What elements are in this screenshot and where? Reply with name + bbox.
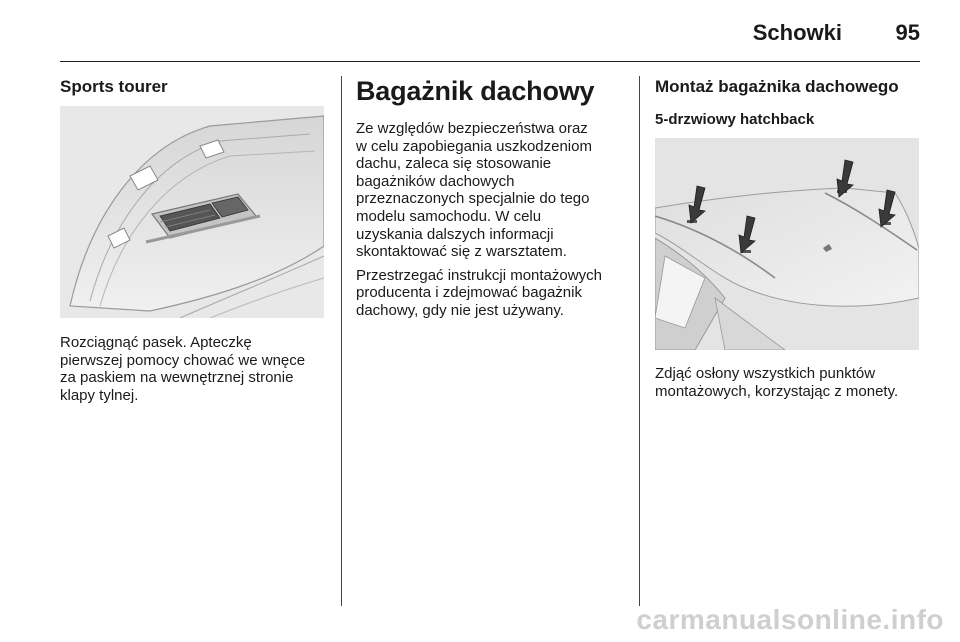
column-divider-1 (341, 76, 342, 606)
col1-line-1: Rozciągnąć pasek. Apteczkę (60, 334, 252, 351)
col1-paragraph (60, 334, 330, 404)
roof-mounting-points-illustration (655, 138, 919, 350)
sports-tourer-heading: Sports tourer (60, 77, 168, 96)
car-roof-mounting-points-icon (655, 138, 919, 350)
col3-line-1: Zdjąć osłony wszystkich punktów (655, 365, 876, 382)
col2-p1-line-1: Ze względów bezpieczeństwa oraz (356, 120, 588, 137)
section-title: Schowki (752, 20, 842, 45)
col2-p1-line-6: modelu samochodu. W celu (356, 207, 542, 225)
col3-paragraph (655, 365, 925, 400)
watermark: carmanualsonline.info (636, 604, 944, 635)
col2-p1-line-4: bagażników dachowych (356, 172, 515, 190)
col2-p2-line-3: dachowy, gdy nie jest używany. (356, 301, 564, 319)
col2-p2-line-1: Przestrzegać instrukcji montażowych (356, 266, 602, 284)
col2-p1-line-3: dachu, zaleca się stosowanie (356, 155, 552, 173)
col3-line-2: montażowych, korzystając z monety. (655, 382, 899, 400)
page-number: 95 (895, 20, 920, 45)
col2-p1-line-2: w celu zapobiegania uszkodzeniom (356, 137, 592, 155)
hatchback-subheading: 5-drzwiowy hatchback (655, 111, 815, 128)
header-rule (60, 61, 920, 62)
roof-rack-heading: Bagażnik dachowy (356, 76, 595, 106)
mounting-heading: Montaż bagażnika dachowego (655, 77, 899, 96)
trunk-first-aid-illustration (60, 106, 324, 318)
col2-p1-line-5: przeznaczonych specjalnie do tego (356, 190, 590, 208)
column-divider-2 (639, 76, 640, 606)
col1-line-3: za paskiem na wewnętrznej stronie (60, 369, 294, 387)
col2-p1-line-8: skontaktować się z warsztatem. (356, 243, 567, 261)
car-trunk-first-aid-icon (60, 106, 324, 318)
col1-line-4: klapy tylnej. (60, 386, 139, 404)
col2-p2-line-2: producenta i zdejmować bagażnik (356, 284, 582, 302)
col2-p1-line-7: uzyskania dalszych informacji (356, 225, 554, 243)
col1-line-2: pierwszej pomocy chować we wnęce (60, 351, 306, 369)
column-roof-rack (356, 76, 626, 320)
column-sports-tourer (60, 76, 330, 98)
column-roof-rack-mounting (655, 76, 925, 130)
